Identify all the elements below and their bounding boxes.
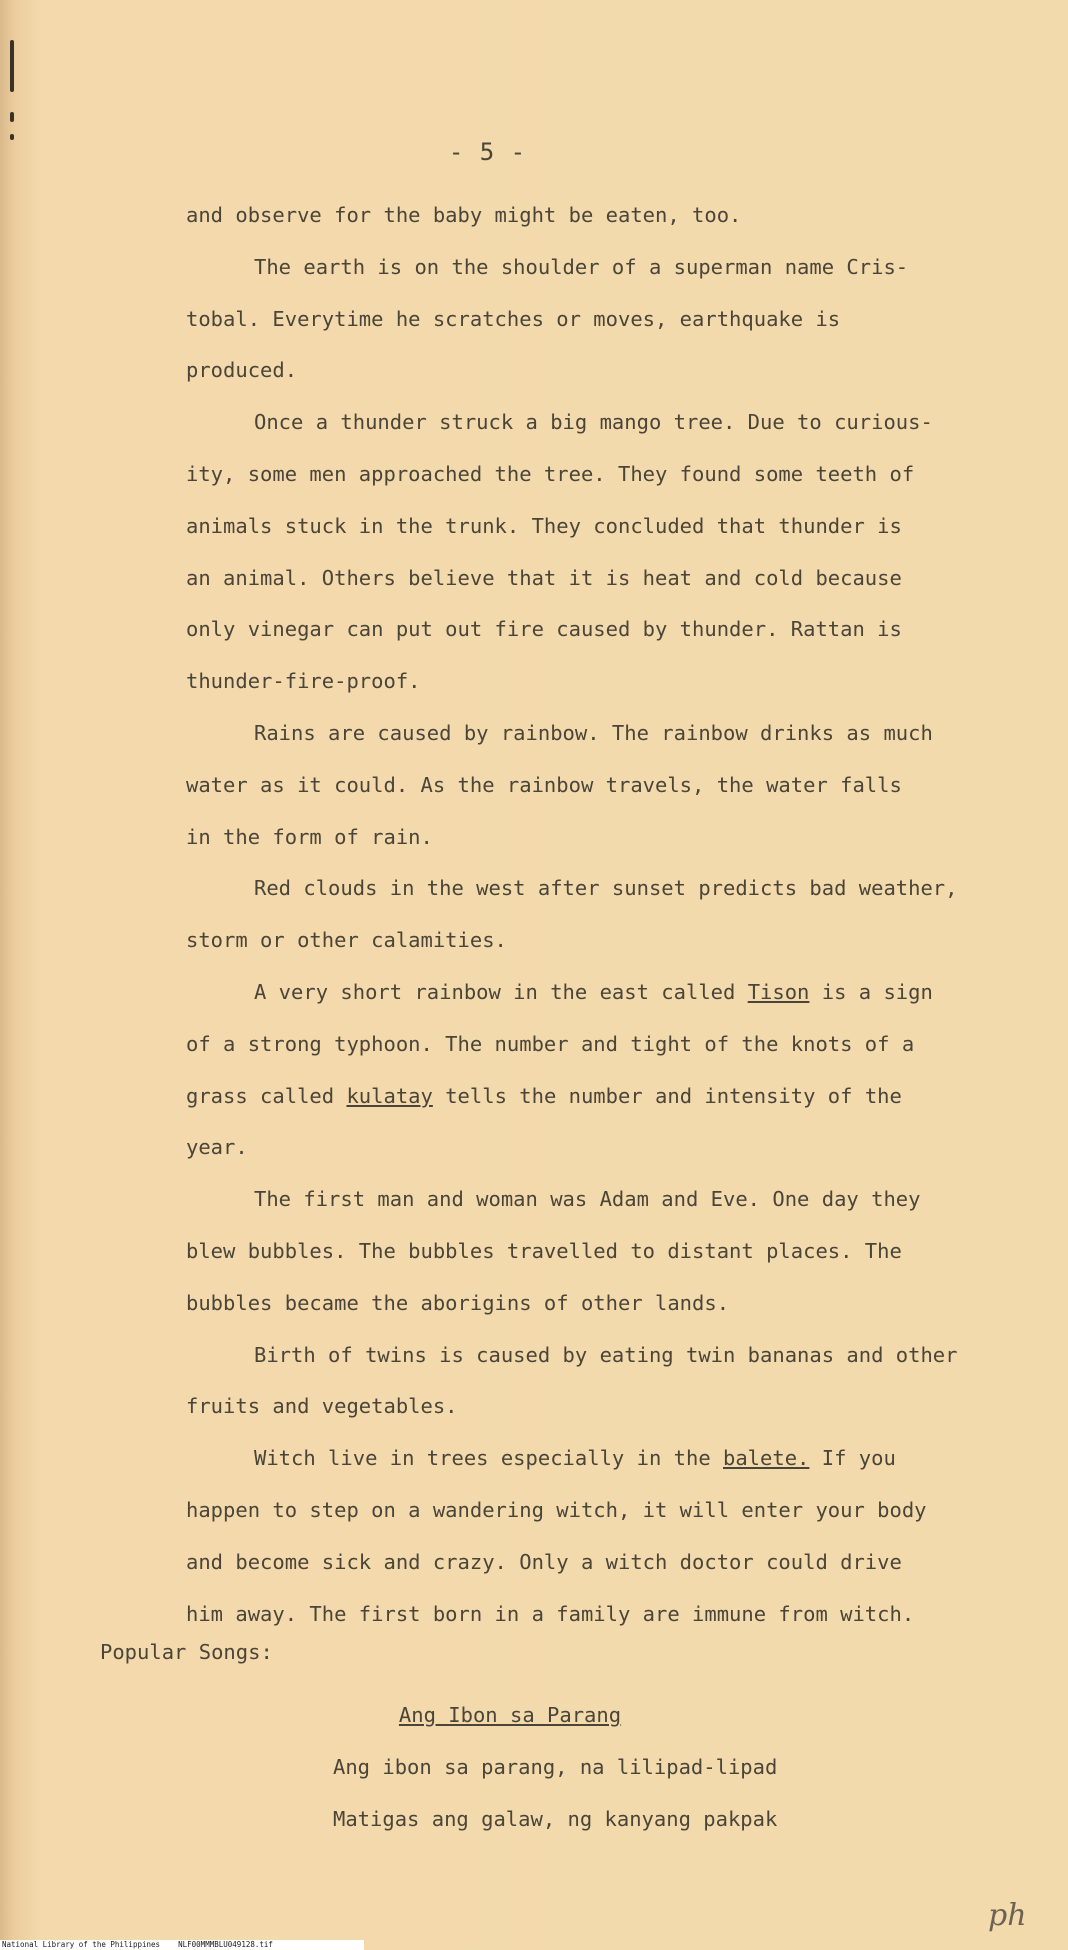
- text-line: produced.: [186, 358, 298, 383]
- page-number: - 5 -: [448, 138, 527, 166]
- text-line: in the form of rain.: [186, 824, 433, 849]
- text-line: only vinegar can put out fire caused by thunder. Rattan is: [186, 617, 902, 642]
- song-line: Ang ibon sa parang, na lilipad-lipad: [333, 1754, 778, 1779]
- text-segment: is a sign: [809, 979, 933, 1004]
- song-title: Ang Ibon sa Parang: [398, 1703, 622, 1727]
- underlined-term: balete.: [723, 1446, 810, 1471]
- text-line: bubbles became the aborigins of other lands.: [186, 1290, 730, 1315]
- text-line: The first man and woman was Adam and Eve. One day they: [254, 1187, 921, 1212]
- text-line: Once a thunder struck a big mango tree. Due to curious-: [254, 410, 933, 435]
- text-segment: If you: [809, 1446, 896, 1471]
- underlined-term: kulatay: [346, 1083, 433, 1108]
- text-line: blew bubbles. The bubbles travelled to distant places. The: [186, 1238, 902, 1263]
- text-line: storm or other calamities.: [186, 928, 507, 953]
- text-line: [186, 1433, 986, 1485]
- text-line: [186, 1071, 986, 1123]
- text-line: Red clouds in the west after sunset predicts bad weather,: [254, 876, 958, 901]
- text-line: fruits and vegetables.: [186, 1394, 458, 1419]
- text-line: him away. The first born in a family are immune from witch.: [186, 1601, 915, 1626]
- binding-mark: [10, 112, 14, 122]
- text-line: ity, some men approached the tree. They found some teeth of: [186, 461, 915, 486]
- underlined-term: Tison: [747, 979, 810, 1004]
- handwritten-initials: ph: [988, 1898, 1027, 1933]
- text-line: [186, 967, 986, 1019]
- song-block: [0, 1690, 960, 1845]
- text-segment: Witch live in trees especially in the: [254, 1446, 723, 1471]
- text-segment: grass called: [186, 1083, 347, 1108]
- text-line: water as it could. As the rainbow travels, the water falls: [186, 772, 902, 797]
- archive-footer: National Library of the Philippines NLF00MMMBLU049128.tif: [0, 1940, 364, 1950]
- text-line: tobal. Everytime he scratches or moves, earthquake is: [186, 306, 841, 331]
- text-line: thunder-fire-proof.: [186, 669, 421, 694]
- text-line: happen to step on a wandering witch, it will enter your body: [186, 1497, 927, 1522]
- text-line: The earth is on the shoulder of a superman name Cris-: [254, 254, 909, 279]
- text-line: and become sick and crazy. Only a witch doctor could drive: [186, 1549, 902, 1574]
- text-line: Rains are caused by rainbow. The rainbow drinks as much: [254, 720, 933, 745]
- binding-mark: [10, 40, 14, 92]
- text-segment: tells the number and intensity of the: [432, 1083, 902, 1108]
- text-line: Birth of twins is caused by eating twin bananas and other: [254, 1342, 958, 1367]
- body-text: [186, 190, 986, 1640]
- text-line: of a strong typhoon. The number and tight of the knots of a: [186, 1031, 915, 1056]
- text-line: and observe for the baby might be eaten, too.: [186, 203, 742, 227]
- text-line: year.: [186, 1135, 248, 1160]
- text-line: animals stuck in the trunk. They concluded that thunder is: [186, 513, 902, 538]
- text-line: an animal. Others believe that it is heat and cold because: [186, 565, 902, 590]
- section-heading: Popular Songs:: [100, 1640, 273, 1664]
- text-segment: A very short rainbow in the east called: [254, 979, 748, 1004]
- song-line: Matigas ang galaw, ng kanyang pakpak: [333, 1806, 778, 1831]
